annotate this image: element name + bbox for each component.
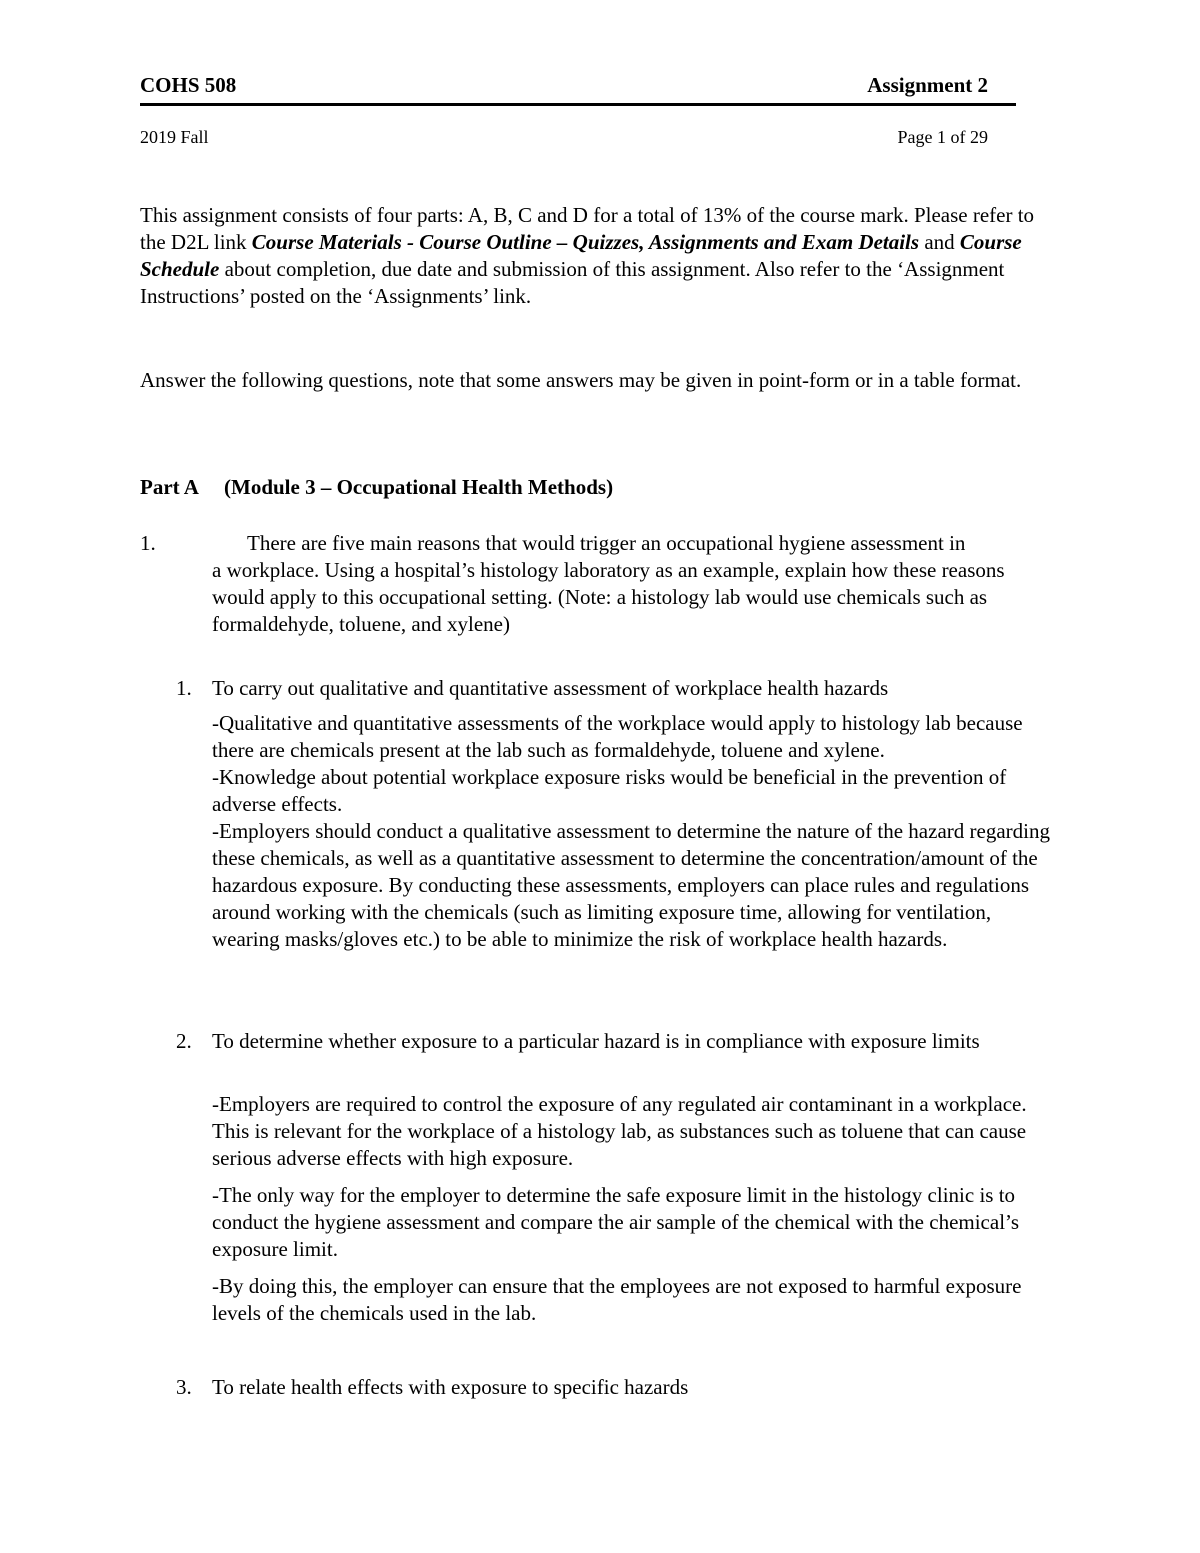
course-schedule-link-text: Course Schedule [140, 230, 1022, 281]
intro-paragraph [140, 202, 1040, 310]
instructions-paragraph: Answer the following questions, note that some answers may be given in point-form or in a table format. [140, 368, 1022, 392]
term-label: 2019 Fall [140, 127, 209, 147]
part-a-label: Part A [140, 475, 199, 499]
reason-3-number: 3. [176, 1375, 192, 1399]
reason-1-title: To carry out qualitative and quantitative assessment of workplace health hazards [212, 676, 889, 700]
part-a-title: (Module 3 – Occupational Health Methods) [224, 475, 614, 499]
reason-3-title: To relate health effects with exposure to specific hazards [212, 1375, 689, 1399]
question-1-text: a workplace. Using a hospital’s histology laboratory as an example, explain how these reasons would apply to this occupational setting. (Note: a histology lab would use chemicals such as formaldehyde, toluene, and xylene) [212, 558, 1005, 636]
reason-1-number: 1. [176, 676, 192, 700]
header-rule [140, 103, 1016, 106]
reason-2-answer-a: -Employers are required to control the exposure of any regulated air contaminant in a workplace. This is relevant for the workplace of a histology lab, as substances such as toluene that can cause serious adverse effects with high exposure. [212, 1092, 1027, 1170]
question-1-number: 1. [140, 531, 156, 555]
reason-2-number: 2. [176, 1029, 192, 1053]
intro-text-3: about completion, due date and submission of this assignment. Also refer to the ‘Assignment Instructions’ posted on the ‘Assignments’ link. [140, 257, 1005, 308]
course-code: COHS 508 [140, 73, 237, 97]
reason-1-answer: -Qualitative and quantitative assessments of the workplace would apply to histology lab because there are chemicals present at the lab such as formaldehyde, toluene and xylene. -Knowledge about potential workplace exposure risks would be beneficial in the prevention of adverse effects. -Employers should conduct a qualitative assessment to determine the nature of the hazard regarding these chemicals, as well as a quantitative assessment to determine the concentration/amount of the hazardous exposure. By conducting these assessments, employers can place rules and regulations around working with the chemicals (such as limiting exposure time, allowing for ventilation, wearing masks/gloves etc.) to be able to minimize the risk of workplace health hazards. [212, 711, 1050, 951]
assignment-label: Assignment 2 [867, 73, 988, 97]
intro-text-2: and [919, 230, 960, 254]
reason-2-title: To determine whether exposure to a particular hazard is in compliance with exposure limits [212, 1029, 980, 1053]
reason-2-answer-b: -The only way for the employer to determine the safe exposure limit in the histology clinic is to conduct the hygiene assessment and compare the air sample of the chemical with the chemical’s exposure limit. [212, 1183, 1020, 1261]
question-1-lead: There are five main reasons that would trigger an occupational hygiene assessment in [247, 531, 966, 555]
intro-text-1: This assignment consists of four parts: A, B, C and D for a total of 13% of the course mark. Please refer to the D2L link [140, 203, 1035, 254]
course-materials-link-text: Course Materials - Course Outline – Quizzes, Assignments and Exam Details [251, 230, 920, 254]
page-number: Page 1 of 29 [897, 127, 988, 147]
reason-2-answer-c: -By doing this, the employer can ensure that the employees are not exposed to harmful exposure levels of the chemicals used in the lab. [212, 1274, 1022, 1325]
